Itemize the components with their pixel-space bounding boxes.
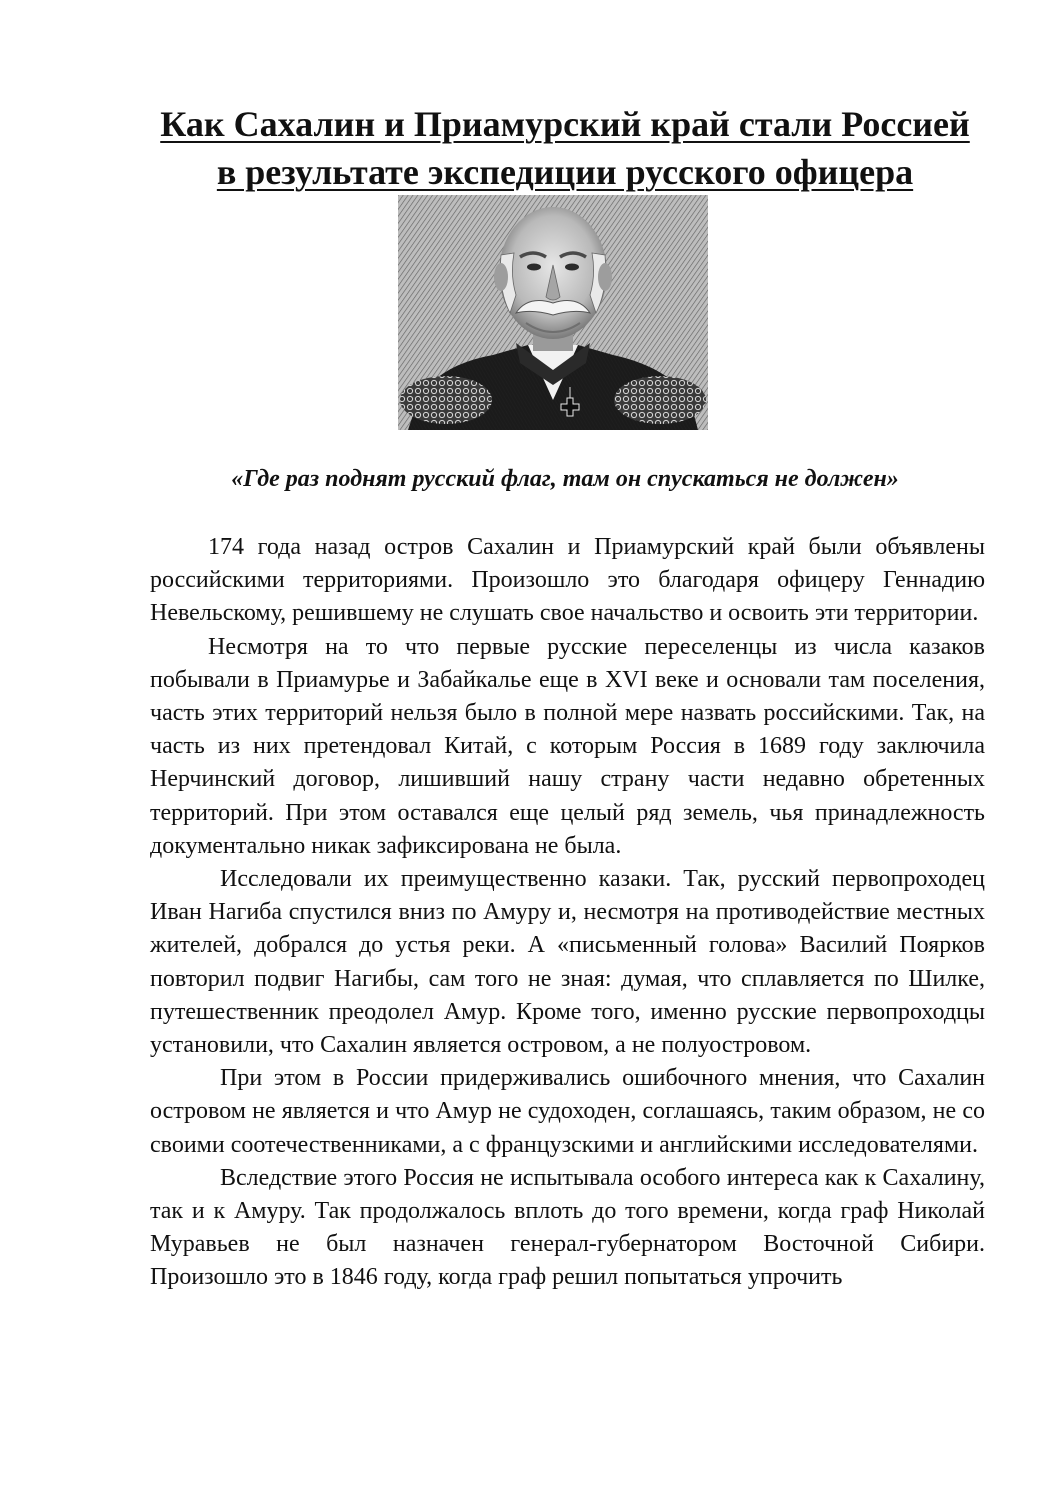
paragraph: Вследствие этого Россия не испытывала особого интереса как к Сахалину, так и к Амуру. Так продолжалось вплоть до того времени, когда граф Николай Муравьев не был назначен генерал-губернатором Восточной Сибири. Произошло это в 1846 году, когда граф решил попытаться упрочить	[150, 1164, 985, 1291]
page-title	[130, 100, 1000, 196]
paragraph: Исследовали их преимущественно казаки. Так, русский первопроходец Иван Нагиба спустился вниз по Амуру и, несмотря на противодействие местных жителей, добрался до устья реки. А «письменный голова» Василий Поярков повторил подвиг Нагибы, сам того не зная: думая, что сплавляется по Шилке, путешественник преодолел Амур. Кроме того, именно русские первопроходцы установили, что Сахалин является островом, а не полуостровом.	[150, 866, 985, 1059]
title-line-1: Как Сахалин и Приамурский край стали Россией	[160, 104, 970, 144]
paragraph: При этом в России придерживались ошибочного мнения, что Сахалин островом не является и что Амур не судоходен, соглашаясь, таким образом, не со своими соотечественниками, а с французскими и английскими исследователями.	[150, 1065, 985, 1158]
paragraph: Несмотря на то что первые русские переселенцы из числа казаков побывали в Приамурье и Забайкалье еще в XVI веке и основали там поселения, часть этих территорий нельзя было в полной мере назвать российскими. Так, на часть из них претендовал Китай, с которым Россия в 1689 году заключила Нерчинский договор, лишивший нашу страну части недавно обретенных территорий. При этом оставался еще целый ряд земель, чья принадлежность документально никак зафиксирована не была.	[150, 633, 985, 859]
title-line-2: в результате экспедиции русского офицера	[216, 152, 914, 192]
epigraph-quote: «Где раз поднят русский флаг, там он спускаться не должен»	[231, 466, 899, 492]
portrait-image	[398, 195, 708, 430]
paragraph: 174 года назад остров Сахалин и Приамурский край были объявлены российскими территориями. Произошло это благодаря офицеру Геннадию Невельскому, решившему не слушать свое начальство и освоить эти территории.	[150, 534, 985, 627]
article-body	[150, 531, 985, 1295]
